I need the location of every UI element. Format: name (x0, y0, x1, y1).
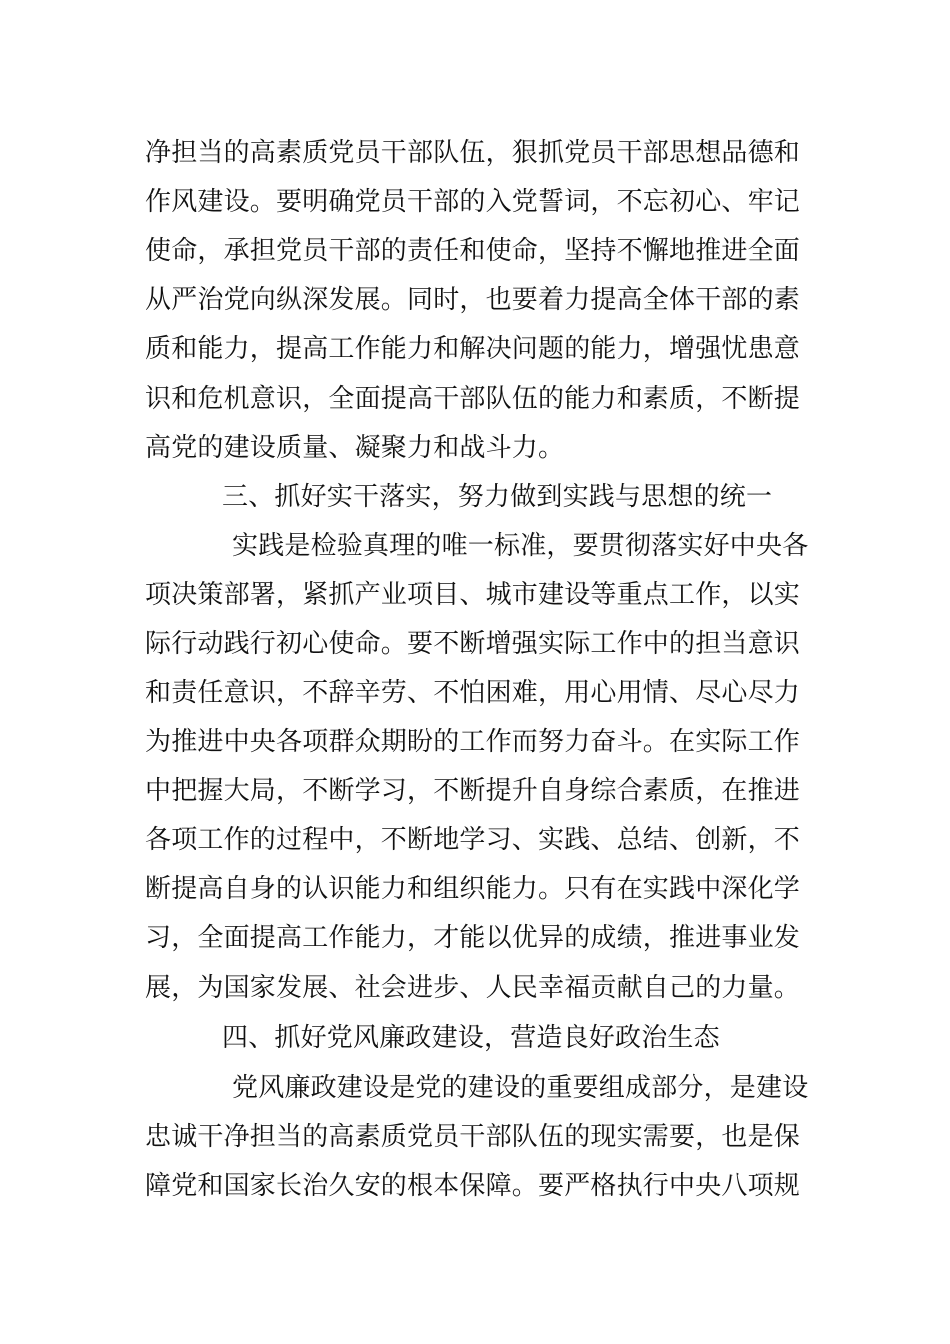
body-text-line: 质和能力，提高工作能力和解决问题的能力，增强忧患意 (145, 334, 801, 364)
body-text-line: 高党的建设质量、凝聚力和战斗力。 (145, 433, 565, 463)
body-text-line: 使命，承担党员干部的责任和使命，坚持不懈地推进全面 (145, 236, 801, 266)
body-text-line: 从严治党向纵深发展。同时，也要着力提高全体干部的素 (145, 285, 801, 315)
body-text-line: 展，为国家发展、社会进步、人民幸福贡献自己的力量。 (145, 973, 801, 1003)
body-text-line: 障党和国家长治久安的根本保障。要严格执行中央八项规 (145, 1171, 801, 1201)
body-text-line: 识和危机意识，全面提高干部队伍的能力和素质，不断提 (145, 384, 801, 414)
body-text-line: 作风建设。要明确党员干部的入党誓词，不忘初心、牢记 (145, 187, 801, 217)
paragraph-first-line: 党风廉政建设是党的建设的重要组成部分，是建设 (232, 1073, 809, 1103)
body-text-line: 忠诚干净担当的高素质党员干部队伍的现实需要，也是保 (145, 1122, 801, 1152)
body-text-line: 断提高自身的认识能力和组织能力。只有在实践中深化学 (145, 874, 801, 904)
body-text-line: 各项工作的过程中，不断地学习、实践、总结、创新，不 (145, 825, 801, 855)
body-text-line: 际行动践行初心使命。要不断增强实际工作中的担当意识 (145, 629, 801, 659)
body-text-line: 为推进中央各项群众期盼的工作而努力奋斗。在实际工作 (145, 727, 801, 757)
body-text-line: 净担当的高素质党员干部队伍，狠抓党员干部思想品德和 (145, 138, 801, 168)
section-heading-three: 三、抓好实干落实，努力做到实践与思想的统一 (222, 482, 773, 512)
paragraph-first-line: 实践是检验真理的唯一标准，要贯彻落实好中央各 (232, 531, 809, 561)
body-text-line: 习，全面提高工作能力，才能以优异的成绩，推进事业发 (145, 923, 801, 953)
body-text-line: 和责任意识，不辞辛劳、不怕困难，用心用情、尽心尽力 (145, 678, 801, 708)
body-text-line: 项决策部署，紧抓产业项目、城市建设等重点工作，以实 (145, 580, 801, 610)
body-text-line: 中把握大局，不断学习，不断提升自身综合素质，在推进 (145, 776, 801, 806)
section-heading-four: 四、抓好党风廉政建设，营造良好政治生态 (222, 1023, 720, 1053)
